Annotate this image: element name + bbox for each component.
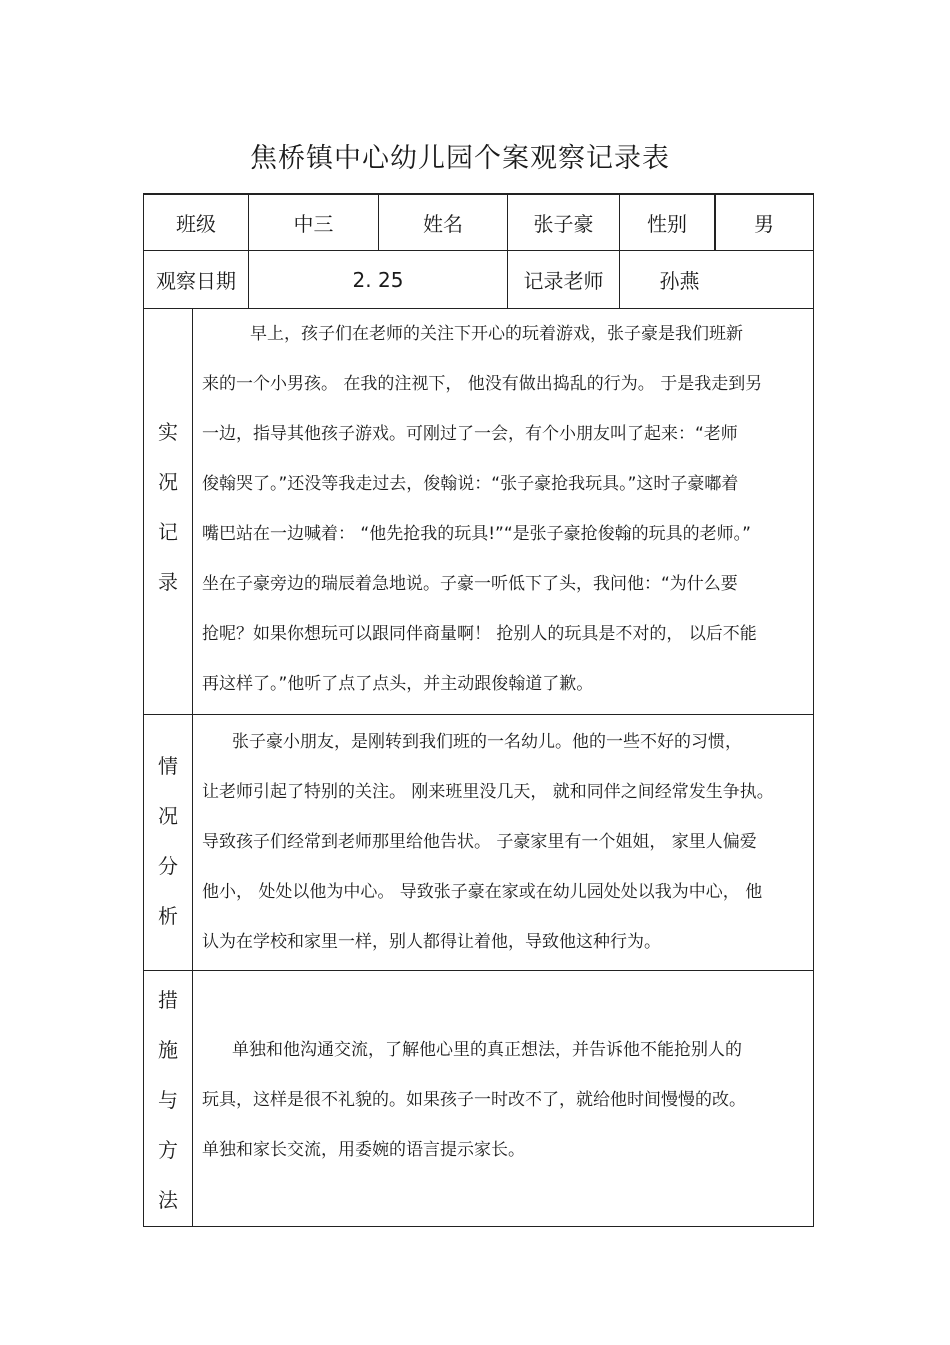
class-label: 班级 [176, 212, 216, 236]
record-label: 实 况 记 录 [144, 309, 193, 714]
record-section [143, 309, 814, 715]
record-text: 早上，孩子们在老师的关注下开心的玩着游戏，张子豪是我们班新 来的一个小男孩。 在我的注视下， 他没有做出捣乱的行为。 于是我走到另 一边，指导其他孩子游戏。可刚过了一会，有个小朋友叫了起来：“老师 俊翰哭了。”还没等我走过去，俊翰说：“张子豪抢我玩具。”这时子豪嘟着 嘴巴站在一边喊着： “他先抢我的玩具!”“是张子豪抢俊翰的玩具的老师。” 坐在子豪旁边的瑞辰着急地说。子豪一听低下了头，我问他：“为什么要 抢呢？如果你想玩可以跟同伴商量啊！ 抢别人的玩具是不对的， 以后不能 再这样了。”他听了点了点头，并主动跟俊翰道了歉。 [202, 324, 763, 694]
analysis-text: 张子豪小朋友，是刚转到我们班的一名幼儿。他的一些不好的习惯， 让老师引起了特别的关注。 刚来班里没几天， 就和同伴之间经常发生争执。 导致孩子们经常到老师那里给他告状。 子豪家里有一个姐姐， 家里人偏爱 他小， 处处以他为中心。 导致张子豪在家或在幼儿园处处以我为中心， 他 认为在学校和家里一样，别人都得让着他，导致他这种行为。 [202, 732, 774, 952]
class-value: 中三 [248, 195, 378, 250]
gender-label: 性别 [619, 195, 714, 250]
page-title: 焦桥镇中心幼儿园个案观察记录表 [250, 143, 670, 174]
date-row [143, 251, 814, 309]
analysis-label: 情 况 分 析 [144, 715, 193, 970]
name-label: 姓名 [378, 195, 507, 250]
gender-value: 男 [714, 195, 812, 250]
date-label: 观察日期 [156, 269, 236, 293]
teacher-value: 孙燕 [619, 251, 739, 308]
teacher-label: 记录老师 [507, 251, 619, 308]
date-value: 2. 25 [248, 251, 507, 308]
measures-label: 措 施 与 方 法 [144, 971, 193, 1226]
analysis-section [143, 715, 814, 971]
name-value: 张子豪 [507, 195, 619, 250]
observation-table [143, 193, 814, 1227]
info-row [143, 193, 814, 251]
measures-text: 单独和他沟通交流，了解他心里的真正想法，并告诉他不能抢别人的 玩具，这样是很不礼貌的。如果孩子一时改不了，就给他时间慢慢的改。 单独和家长交流，用委婉的语言提示家长。 [202, 1040, 746, 1160]
measures-section [143, 971, 814, 1227]
